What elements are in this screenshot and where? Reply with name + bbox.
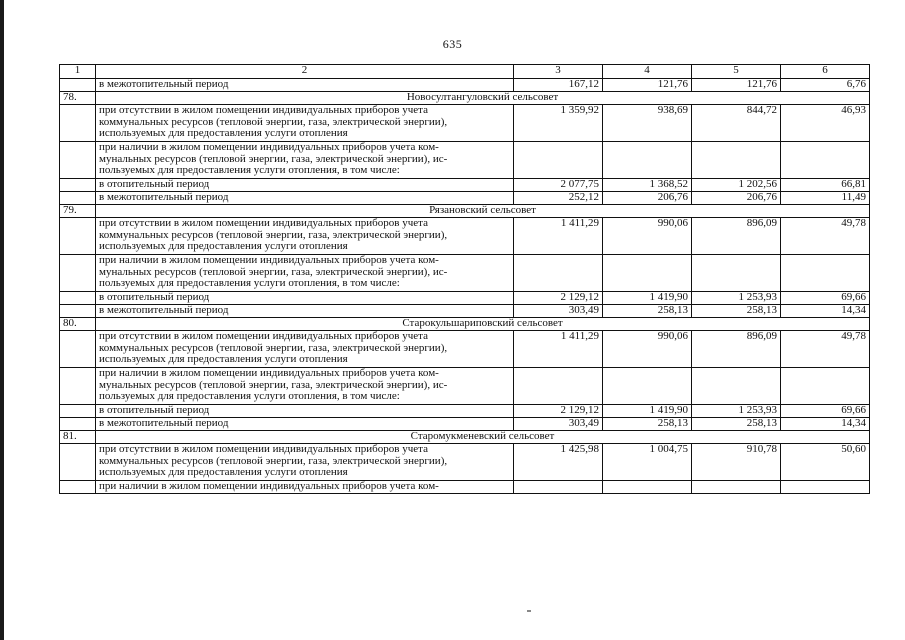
description-line: при отсутствии в жилом помещении индивидуальных приборов учета — [99, 104, 428, 116]
value-col-5: 1 253,93 — [692, 292, 781, 305]
value-col-4 — [603, 368, 692, 405]
no-meter-row — [60, 218, 870, 255]
row-number-cell — [60, 405, 96, 418]
value-col-5 — [692, 368, 781, 405]
column-number-row — [60, 65, 870, 79]
value-col-4: 258,13 — [603, 305, 692, 318]
value-col-5: 896,09 — [692, 331, 781, 368]
description-line: при отсутствии в жилом помещении индивидуальных приборов учета — [99, 443, 428, 455]
period-row — [60, 192, 870, 205]
value-col-5 — [692, 255, 781, 292]
value-col-5: 121,76 — [692, 79, 781, 92]
value-col-5: 896,09 — [692, 218, 781, 255]
value-col-6: 46,93 — [781, 105, 870, 142]
period-row — [60, 405, 870, 418]
value-col-5: 910,78 — [692, 444, 781, 481]
row-number-cell — [60, 305, 96, 318]
value-col-6: 49,78 — [781, 218, 870, 255]
continued-row — [60, 481, 870, 494]
row-number-cell — [60, 292, 96, 305]
value-col-3: 167,12 — [514, 79, 603, 92]
value-col-4: 1 419,90 — [603, 405, 692, 418]
value-col-4: 990,06 — [603, 331, 692, 368]
no-meter-row — [60, 444, 870, 481]
period-label: в межотопительный период — [96, 418, 514, 431]
value-col-6: 14,34 — [781, 418, 870, 431]
value-col-5: 844,72 — [692, 105, 781, 142]
row-description — [96, 255, 514, 292]
value-col-6: 14,34 — [781, 305, 870, 318]
period-row — [60, 418, 870, 431]
settlement-row — [60, 92, 870, 105]
no-meter-row — [60, 331, 870, 368]
description-line: коммунальных ресурсов (тепловой энергии, газа, электрической энергии), — [99, 228, 448, 241]
row-number-cell — [60, 331, 96, 368]
settlement-name: Старокульшариповский сельсовет — [96, 318, 870, 331]
value-col-3: 252,12 — [514, 192, 603, 205]
column-number-6: 6 — [781, 65, 870, 79]
value-col-6: 50,60 — [781, 444, 870, 481]
row-description — [96, 368, 514, 405]
settlement-number: 79. — [60, 205, 96, 218]
value-col-5 — [692, 481, 781, 494]
row-description — [96, 105, 514, 142]
row-number-cell — [60, 142, 96, 179]
value-col-4: 1 419,90 — [603, 292, 692, 305]
value-col-3: 1 425,98 — [514, 444, 603, 481]
row-description: при наличии в жилом помещении индивидуальных приборов учета ком- — [96, 481, 514, 494]
value-col-5: 206,76 — [692, 192, 781, 205]
value-col-3 — [514, 481, 603, 494]
settlement-number: 81. — [60, 431, 96, 444]
description-line: пользуемых для предоставления услуги отопления, в том числе: — [99, 164, 400, 176]
value-col-5 — [692, 142, 781, 179]
settlement-row — [60, 205, 870, 218]
row-description — [96, 444, 514, 481]
column-number-1: 1 — [60, 65, 96, 79]
description-line: используемых для предоставления услуги отопления — [99, 466, 348, 478]
row-description — [96, 142, 514, 179]
with-meter-row — [60, 368, 870, 405]
description-line: при отсутствии в жилом помещении индивидуальных приборов учета — [99, 217, 428, 229]
value-col-6: 66,81 — [781, 179, 870, 192]
value-col-5: 258,13 — [692, 305, 781, 318]
scan-speck — [527, 610, 531, 612]
column-number-2: 2 — [96, 65, 514, 79]
period-label: в межотопительный период — [96, 192, 514, 205]
value-col-3 — [514, 142, 603, 179]
value-col-4: 990,06 — [603, 218, 692, 255]
norms-table-body — [60, 65, 870, 494]
period-label: в отопительный период — [96, 292, 514, 305]
period-row — [60, 79, 870, 92]
value-col-4: 258,13 — [603, 418, 692, 431]
row-number-cell — [60, 192, 96, 205]
settlement-number: 80. — [60, 318, 96, 331]
description-line: коммунальных ресурсов (тепловой энергии, газа, электрической энергии), — [99, 341, 448, 354]
value-col-3: 1 411,29 — [514, 218, 603, 255]
page-number: 635 — [442, 37, 463, 51]
description-line: при наличии в жилом помещении индивидуальных приборов учета ком- — [99, 141, 439, 153]
no-meter-row — [60, 105, 870, 142]
period-row — [60, 292, 870, 305]
description-line: используемых для предоставления услуги отопления — [99, 240, 348, 252]
column-number-4: 4 — [603, 65, 692, 79]
description-line: коммунальных ресурсов (тепловой энергии, газа, электрической энергии), — [99, 454, 448, 467]
settlement-name: Новосултангуловский сельсовет — [96, 92, 870, 105]
description-line: при отсутствии в жилом помещении индивидуальных приборов учета — [99, 330, 428, 342]
value-col-5: 258,13 — [692, 418, 781, 431]
period-label: в отопительный период — [96, 405, 514, 418]
value-col-4 — [603, 255, 692, 292]
settlement-number: 78. — [60, 92, 96, 105]
description-line: мунальных ресурсов (тепловой энергии, газа, электрической энергии), ис- — [99, 378, 448, 391]
row-number-cell — [60, 481, 96, 494]
value-col-4: 938,69 — [603, 105, 692, 142]
description-line: используемых для предоставления услуги отопления — [99, 127, 348, 139]
description-line: используемых для предоставления услуги отопления — [99, 353, 348, 365]
value-col-3: 1 359,92 — [514, 105, 603, 142]
row-number-cell — [60, 255, 96, 292]
value-col-5: 1 253,93 — [692, 405, 781, 418]
period-label: в межотопительный период — [96, 305, 514, 318]
value-col-3: 2 129,12 — [514, 405, 603, 418]
value-col-6 — [781, 142, 870, 179]
value-col-6: 69,66 — [781, 292, 870, 305]
value-col-3 — [514, 368, 603, 405]
value-col-4: 1 004,75 — [603, 444, 692, 481]
value-col-3: 303,49 — [514, 418, 603, 431]
value-col-4: 206,76 — [603, 192, 692, 205]
description-line: мунальных ресурсов (тепловой энергии, газа, электрической энергии), ис- — [99, 265, 448, 278]
row-number-cell — [60, 218, 96, 255]
period-row — [60, 305, 870, 318]
value-col-5: 1 202,56 — [692, 179, 781, 192]
description-line: пользуемых для предоставления услуги отопления, в том числе: — [99, 390, 400, 402]
settlement-row — [60, 431, 870, 444]
value-col-6 — [781, 368, 870, 405]
description-line: при наличии в жилом помещении индивидуальных приборов учета ком- — [99, 367, 439, 379]
value-col-3: 2 129,12 — [514, 292, 603, 305]
value-col-6 — [781, 255, 870, 292]
norms-table — [59, 64, 870, 494]
description-line: мунальных ресурсов (тепловой энергии, газа, электрической энергии), ис- — [99, 152, 448, 165]
column-number-3: 3 — [514, 65, 603, 79]
scan-binding-edge — [0, 0, 4, 640]
value-col-6: 69,66 — [781, 405, 870, 418]
column-number-5: 5 — [692, 65, 781, 79]
value-col-4 — [603, 142, 692, 179]
row-number-cell — [60, 368, 96, 405]
with-meter-row — [60, 142, 870, 179]
settlement-name: Рязановский сельсовет — [96, 205, 870, 218]
row-number-cell — [60, 79, 96, 92]
value-col-4: 121,76 — [603, 79, 692, 92]
description-line: коммунальных ресурсов (тепловой энергии, газа, электрической энергии), — [99, 115, 448, 128]
description-line: пользуемых для предоставления услуги отопления, в том числе: — [99, 277, 400, 289]
value-col-6 — [781, 481, 870, 494]
row-number-cell — [60, 105, 96, 142]
row-description — [96, 331, 514, 368]
row-number-cell — [60, 444, 96, 481]
settlement-name: Старомукменевский сельсовет — [96, 431, 870, 444]
value-col-6: 6,76 — [781, 79, 870, 92]
value-col-3: 1 411,29 — [514, 331, 603, 368]
value-col-3: 303,49 — [514, 305, 603, 318]
description-line: при наличии в жилом помещении индивидуальных приборов учета ком- — [99, 254, 439, 266]
value-col-6: 49,78 — [781, 331, 870, 368]
period-label: в отопительный период — [96, 179, 514, 192]
value-col-4 — [603, 481, 692, 494]
value-col-6: 11,49 — [781, 192, 870, 205]
row-number-cell — [60, 418, 96, 431]
row-description — [96, 218, 514, 255]
row-number-cell — [60, 179, 96, 192]
period-label: в межотопительный период — [96, 79, 514, 92]
value-col-3: 2 077,75 — [514, 179, 603, 192]
value-col-4: 1 368,52 — [603, 179, 692, 192]
settlement-row — [60, 318, 870, 331]
value-col-3 — [514, 255, 603, 292]
period-row — [60, 179, 870, 192]
with-meter-row — [60, 255, 870, 292]
